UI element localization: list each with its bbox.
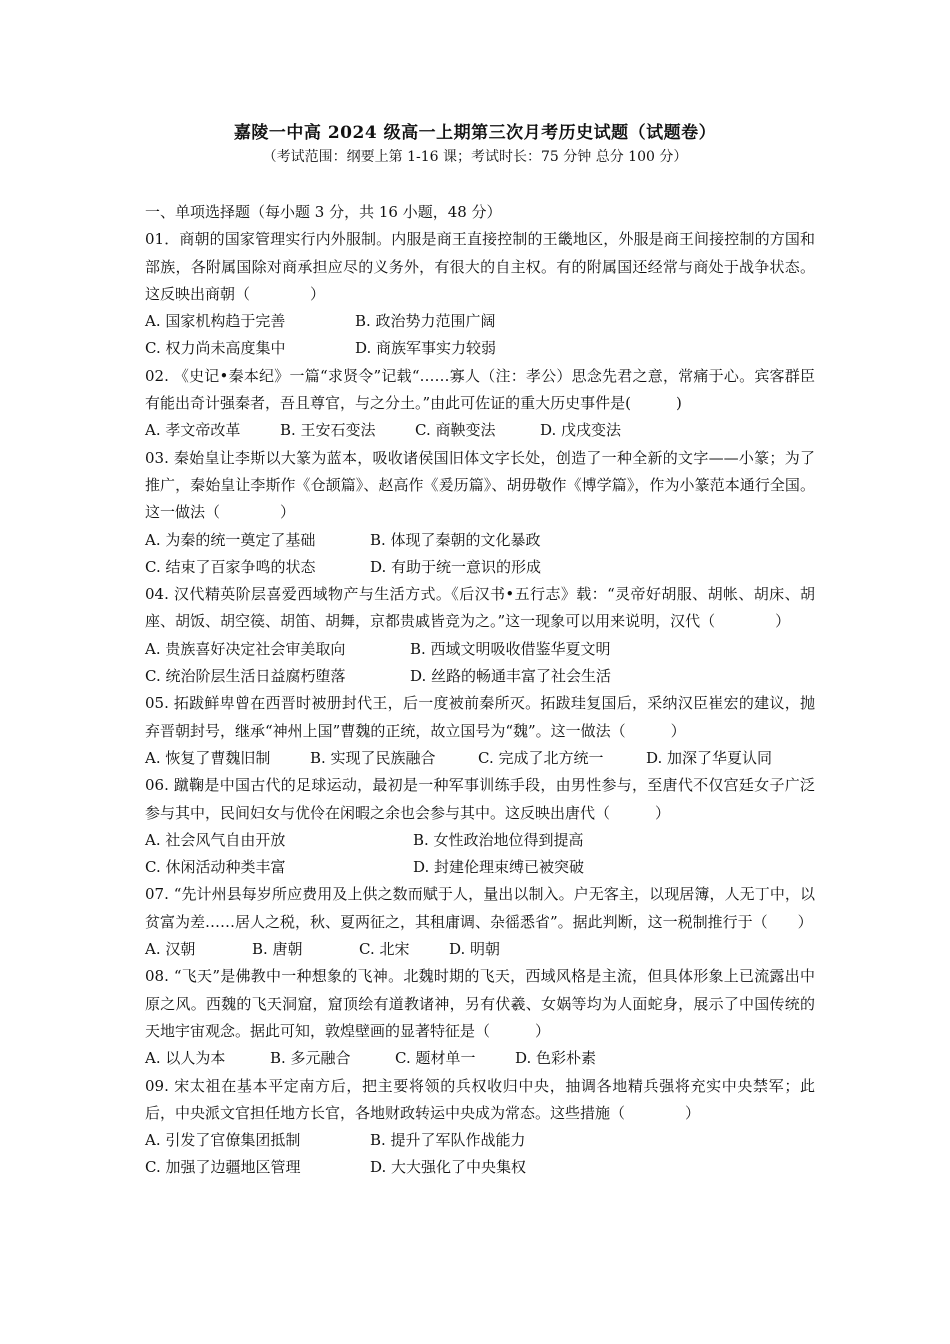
option-b: B. 女性政治地位得到提高 [413, 830, 584, 849]
options-row [145, 1127, 815, 1154]
option-c: C. 完成了北方统一 [478, 748, 604, 767]
options-row [145, 827, 815, 854]
options-row [145, 936, 815, 963]
options-row [145, 745, 815, 772]
options-row [145, 1045, 815, 1072]
option-c: C. 权力尚未高度集中 [145, 339, 286, 358]
option-d: D. 丝路的畅通丰富了社会生活 [410, 667, 612, 686]
option-c: C. 商鞅变法 [415, 421, 496, 440]
option-b: B. 体现了秦朝的文化暴政 [370, 530, 541, 549]
option-b: B. 王安石变法 [280, 421, 376, 440]
options-row [145, 335, 815, 362]
options-row [145, 527, 815, 554]
question-stem: 03. 秦始皇让李斯以大篆为蓝本，吸收诸侯国旧体文字长处，创造了一种全新的文字——小篆；为了推广，秦始皇让李斯作《仓颉篇》、赵高作《爰历篇》、胡毋敬作《博学篇》，作为小篆范本通行全国。这一做法（ ） [145, 448, 815, 522]
option-d: D. 加深了华夏认同 [646, 748, 773, 767]
option-a: A. 社会风气自由开放 [145, 830, 286, 849]
page-title: 嘉陵一中高 2024 级高一上期第三次月考历史试题（试题卷） [233, 123, 717, 143]
options-row [145, 554, 815, 581]
option-d: D. 明朝 [449, 940, 501, 959]
question-stem: 01．商朝的国家管理实行内外服制。内服是商王直接控制的王畿地区，外服是商王间接控制的方国和部族，各附属国除对商承担应尽的义务外，有很大的自主权。有的附属国还经常与商处于战争状态。这反映出商朝（ ） [145, 230, 815, 303]
option-d: D. 有助于统一意识的形成 [370, 557, 542, 576]
option-d: D. 戊戌变法 [540, 421, 622, 440]
option-c: C. 题材单一 [395, 1049, 476, 1068]
option-d: D. 封建伦理束缚已被突破 [413, 858, 585, 877]
question-stem: 09. 宋太祖在基本平定南方后，把主要将领的兵权收归中央，抽调各地精兵强将充实中央禁军；此后，中央派文官担任地方长官，各地财政转运中央成为常态。这些措施（ ） [145, 1076, 815, 1122]
option-a: A. 贵族喜好决定社会审美取向 [145, 639, 346, 658]
option-a: A. 恢复了曹魏旧制 [145, 748, 271, 767]
option-d: D. 大大强化了中央集权 [370, 1158, 527, 1177]
options-row [145, 854, 815, 881]
option-d: D. 商族军事实力较弱 [355, 339, 497, 358]
option-c: C. 加强了边疆地区管理 [145, 1158, 301, 1177]
option-c: C. 统治阶层生活日益腐朽堕落 [145, 667, 346, 686]
options-row [145, 663, 815, 690]
question-stem: 02. 《史记•秦本纪》一篇“求贤令”记载“……寡人（注：孝公）思念先君之意，常痛于心。宾客群臣有能出奇计强秦者，吾且尊官，与之分土。”由此可佐证的重大历史事件是( ) [145, 366, 815, 413]
option-b: B. 实现了民族融合 [310, 748, 436, 767]
option-a: A. 以人为本 [145, 1049, 226, 1068]
option-a: A. 汉朝 [145, 940, 196, 959]
option-b: B. 提升了军队作战能力 [370, 1131, 526, 1150]
option-a: A. 为秦的统一奠定了基础 [145, 530, 316, 549]
question-stem: 06. 蹴鞠是中国古代的足球运动，最初是一种军事训练手段，由男性参与，至唐代不仅宫廷女子广泛参与其中，民间妇女与优伶在闲暇之余也会参与其中。这反映出唐代（ ） [145, 776, 815, 822]
question-stem: 04. 汉代精英阶层喜爱西域物产与生活方式。《后汉书•五行志》载：“灵帝好胡服、胡帐、胡床、胡座、胡饭、胡空篌、胡笛、胡舞，京都贵戚皆竞为之。”这一现象可以用来说明，汉代（ ） [145, 585, 815, 631]
option-c: C. 北宋 [359, 940, 410, 959]
exam-info: （考试范围：纲要上第 1-16 课；考试时长：75 分钟 总分 100 分） [262, 149, 688, 165]
option-a: A. 孝文帝改革 [145, 421, 241, 440]
option-c: C. 休闲活动种类丰富 [145, 858, 286, 877]
option-d: D. 色彩朴素 [515, 1049, 597, 1068]
options-row [145, 636, 815, 663]
options-row [145, 1154, 815, 1181]
option-a: A. 引发了官僚集团抵制 [145, 1131, 301, 1150]
option-b: B. 唐朝 [252, 940, 303, 959]
option-b: B. 政治势力范围广阔 [355, 312, 496, 331]
option-b: B. 西域文明吸收借鉴华夏文明 [410, 639, 611, 658]
question-list [145, 199, 815, 1182]
options-row [145, 308, 815, 335]
option-a: A. 国家机构趋于完善 [145, 312, 286, 331]
question-stem: 07. “先计州县每岁所应费用及上供之数而赋于人，量出以制入。户无客主，以现居簿，人无丁中，以贫富为差……居人之税，秋、夏两征之，其租庸调、杂徭悉省”。据此判断，这一税制推行于（ ） [145, 885, 815, 931]
options-row [145, 417, 815, 444]
option-c: C. 结束了百家争鸣的状态 [145, 557, 316, 576]
question-stem: 05. 拓跋鲜卑曾在西晋时被册封代王，后一度被前秦所灭。拓跋珪复国后，采纳汉臣崔宏的建议，抛弃晋朝封号，继承“神州上国”曹魏的正统，故立国号为“魏”。这一做法（ ） [145, 694, 815, 740]
section-heading: 一、单项选择题（每小题 3 分，共 16 小题，48 分） [145, 203, 502, 221]
question-stem: 08. “飞天”是佛教中一种想象的飞神。北魏时期的飞天，西域风格是主流，但具体形象上已流露出中原之风。西魏的飞天洞窟，窟顶绘有道教诸神，另有伏羲、女娲等均为人面蛇身，展示了中国传统的天地宇宙观念。据此可知，敦煌壁画的显著特征是（ ） [145, 967, 815, 1040]
option-b: B. 多元融合 [270, 1049, 351, 1068]
